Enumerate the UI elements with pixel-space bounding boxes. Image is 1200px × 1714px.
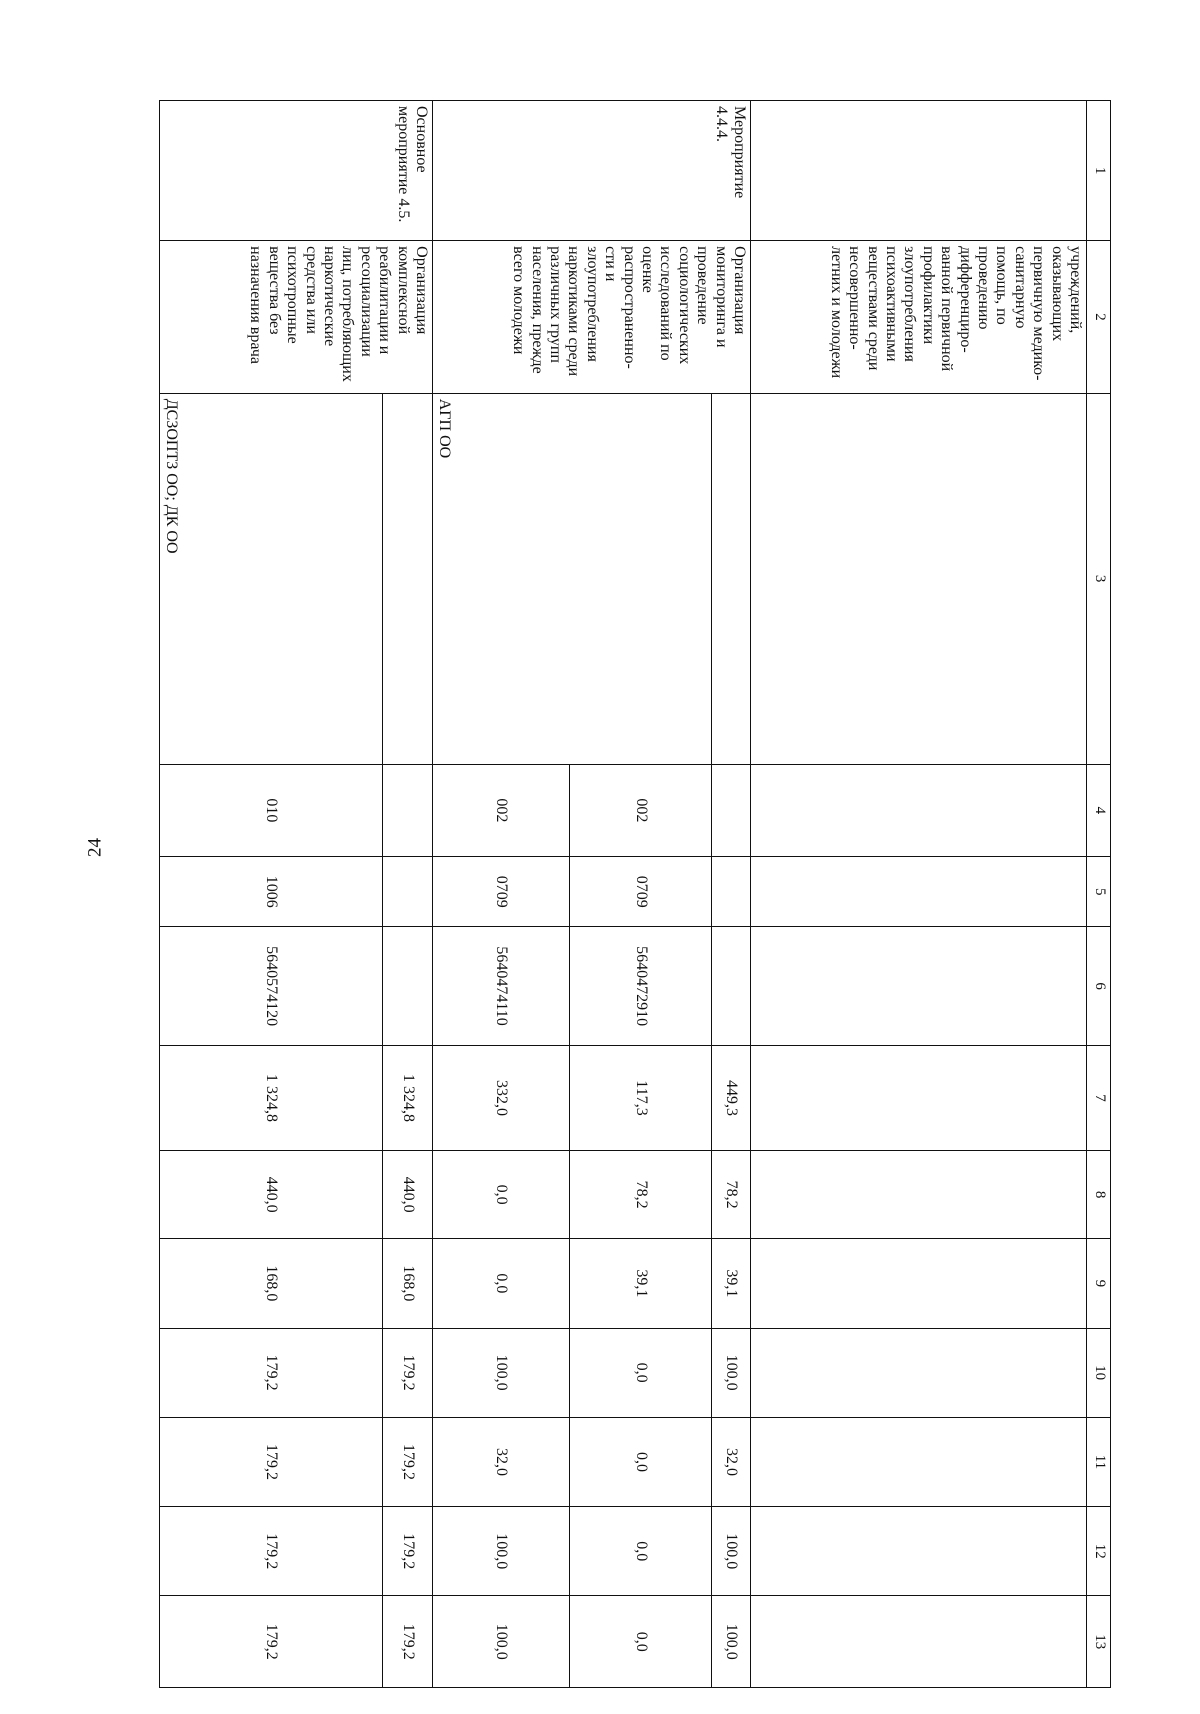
total-value-cell: 39,1 (712, 1239, 751, 1328)
header-cell: 2 (1087, 241, 1111, 394)
total-value-cell: 449,3 (712, 1045, 751, 1150)
value-cell (751, 1239, 1087, 1328)
value-cell: 332,0 (433, 1045, 570, 1150)
program-table-rotated (160, 100, 1111, 1688)
header-cell: 7 (1087, 1045, 1111, 1150)
target-article-cell (712, 927, 751, 1046)
page-number: 24 (84, 838, 106, 857)
program-table (159, 100, 1111, 1688)
header-cell: 10 (1087, 1328, 1111, 1417)
executor-total-cell (383, 393, 433, 764)
event-id-cell: Основное мероприятие 4.5. (160, 101, 433, 241)
grbs-cell: 002 (570, 764, 712, 857)
value-cell: 0,0 (570, 1417, 712, 1506)
header-cell: 12 (1087, 1507, 1111, 1596)
value-cell: 0,0 (570, 1328, 712, 1417)
total-value-cell: 179,2 (383, 1417, 433, 1506)
header-cell: 5 (1087, 857, 1111, 927)
value-cell: 440,0 (160, 1151, 383, 1239)
value-cell (751, 1507, 1087, 1596)
section-code-cell (751, 857, 1087, 927)
grbs-cell (751, 764, 1087, 857)
value-cell: 168,0 (160, 1239, 383, 1328)
executor-cell (751, 393, 1087, 764)
section-code-cell: 0709 (433, 857, 570, 927)
total-value-cell: 100,0 (712, 1596, 751, 1688)
table-row-4-4-3-continued (751, 101, 1087, 1688)
value-cell: 78,2 (570, 1151, 712, 1239)
target-article-cell (383, 927, 433, 1046)
value-cell: 100,0 (433, 1507, 570, 1596)
executor-total-cell (712, 393, 751, 764)
section-code-cell (383, 857, 433, 927)
value-cell: 1 324,8 (160, 1045, 383, 1150)
header-cell: 13 (1087, 1596, 1111, 1688)
target-article-cell (751, 927, 1087, 1046)
total-value-cell: 179,2 (383, 1328, 433, 1417)
header-cell: 9 (1087, 1239, 1111, 1328)
header-cell: 11 (1087, 1417, 1111, 1506)
value-cell (751, 1328, 1087, 1417)
header-cell: 1 (1087, 101, 1111, 241)
section-code-cell (712, 857, 751, 927)
value-cell: 179,2 (160, 1328, 383, 1417)
value-cell: 100,0 (433, 1328, 570, 1417)
value-cell: 100,0 (433, 1596, 570, 1688)
total-value-cell: 440,0 (383, 1151, 433, 1239)
total-value-cell: 32,0 (712, 1417, 751, 1506)
value-cell: 32,0 (433, 1417, 570, 1506)
value-cell: 0,0 (570, 1507, 712, 1596)
value-cell (751, 1151, 1087, 1239)
header-cell: 8 (1087, 1151, 1111, 1239)
grbs-cell (712, 764, 751, 857)
event-id-cell (751, 101, 1087, 241)
executor-cell: АГП ОО (433, 393, 712, 764)
total-value-cell: 78,2 (712, 1151, 751, 1239)
grbs-cell: 002 (433, 764, 570, 857)
section-code-cell: 0709 (570, 857, 712, 927)
grbs-cell (383, 764, 433, 857)
total-value-cell: 1 324,8 (383, 1045, 433, 1150)
header-cell: 3 (1087, 393, 1111, 764)
total-value-cell: 179,2 (383, 1596, 433, 1688)
grbs-cell: 010 (160, 764, 383, 857)
total-value-cell: 100,0 (712, 1507, 751, 1596)
table-row-4-4-4-total (712, 101, 751, 1688)
value-cell (751, 1045, 1087, 1150)
value-cell: 0,0 (433, 1239, 570, 1328)
executor-cell: ДСЗОПТЗ ОО; ДК ОО (160, 393, 383, 764)
header-cell: 4 (1087, 764, 1111, 857)
event-description-cell: учреждений, оказывающих первичную медико-санитарную помощь, по проведению дифференциро-ванной первичной профилактики злоупотребления психоактивными веществами среди несовершенно-летних и молодежи (751, 241, 1087, 394)
value-cell: 0,0 (570, 1596, 712, 1688)
value-cell: 39,1 (570, 1239, 712, 1328)
table-header-row (1087, 101, 1111, 1688)
value-cell: 117,3 (570, 1045, 712, 1150)
value-cell: 0,0 (433, 1151, 570, 1239)
event-description-cell: Организация мониторинга и проведение социологических исследований по оценке распространенно-сти и злоупотребления наркотиками среди различных групп населения, прежде всего молодежи (433, 241, 751, 394)
value-cell: 179,2 (160, 1417, 383, 1506)
target-article-cell: 5640472910 (570, 927, 712, 1046)
value-cell: 179,2 (160, 1507, 383, 1596)
value-cell (751, 1596, 1087, 1688)
section-code-cell: 1006 (160, 857, 383, 927)
header-cell: 6 (1087, 927, 1111, 1046)
event-id-cell: Мероприятие 4.4.4. (433, 101, 751, 241)
total-value-cell: 100,0 (712, 1328, 751, 1417)
value-cell (751, 1417, 1087, 1506)
target-article-cell: 5640474110 (433, 927, 570, 1046)
target-article-cell: 5640574120 (160, 927, 383, 1046)
total-value-cell: 168,0 (383, 1239, 433, 1328)
table-row-4-5-total (383, 101, 433, 1688)
event-description-cell: Организация комплексной реабилитации и ресоциализации лиц, потребляющих наркотические средства или психотропные вещества без назначения врача (160, 241, 433, 394)
value-cell: 179,2 (160, 1596, 383, 1688)
total-value-cell: 179,2 (383, 1507, 433, 1596)
